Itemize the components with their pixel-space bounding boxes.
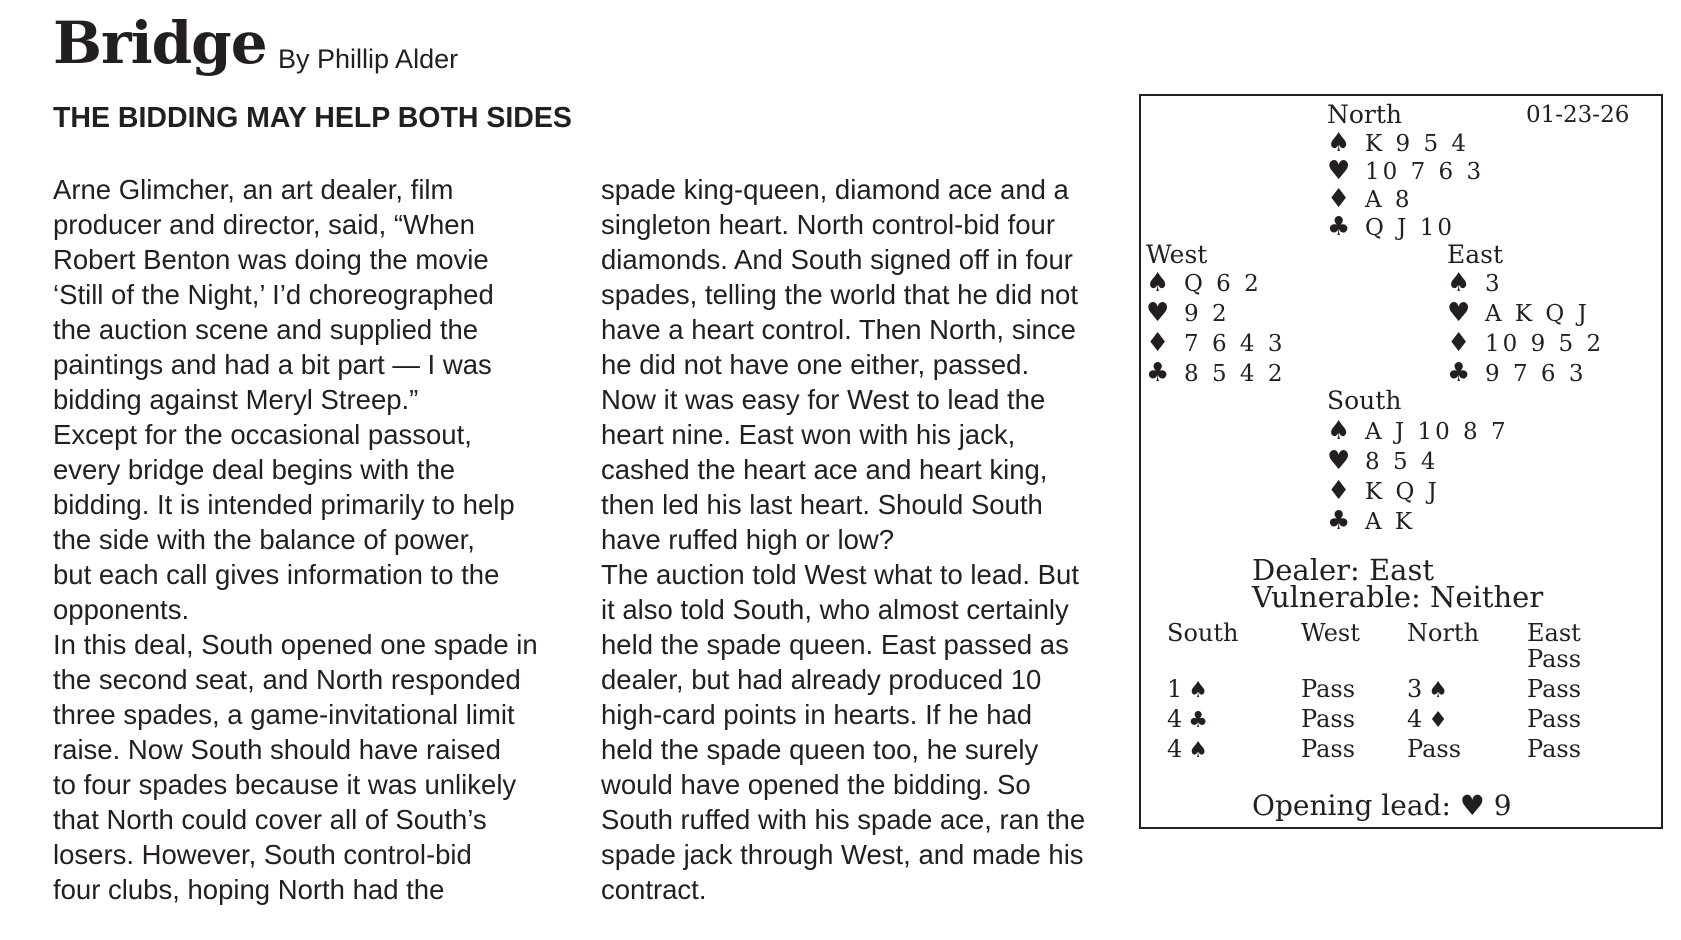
- article-line: four clubs, hoping North had the: [53, 874, 445, 905]
- auction-bid: Pass: [1527, 675, 1582, 703]
- article-line: high-card points in hearts. If he had: [601, 699, 1033, 730]
- spade-icon: ♠: [1188, 738, 1209, 763]
- north-hearts: ♥ 10 7 6 3: [1327, 156, 1485, 186]
- east-spades: ♠ 3: [1447, 268, 1503, 298]
- south-spades: ♠ A J 10 8 7: [1327, 416, 1509, 446]
- auction-bid: 1 ♠: [1167, 675, 1209, 703]
- west-diamonds: ♦ 7 6 4 3: [1146, 328, 1286, 358]
- spade-icon: ♠: [1146, 268, 1170, 298]
- auction-bid: Pass: [1407, 735, 1462, 763]
- vulnerability-info: Vulnerable: Neither: [1252, 580, 1544, 614]
- article-line: Now it was easy for West to lead the: [601, 384, 1046, 415]
- article-line: he did not have one either, passed.: [601, 349, 1030, 380]
- bridge-deal-diagram: [1139, 94, 1663, 829]
- article-line: opponents.: [53, 594, 190, 625]
- article-line: every bridge deal begins with the: [53, 454, 456, 485]
- south-hearts: ♥ 8 5 4: [1327, 446, 1439, 476]
- auction-bid: Pass: [1301, 705, 1356, 733]
- heart-icon: ♥: [1146, 298, 1170, 328]
- article-line: have a heart control. Then North, since: [601, 314, 1076, 345]
- puzzle-date: 01-23-26: [1526, 102, 1630, 128]
- article-line: the side with the balance of power,: [53, 524, 475, 555]
- auction-bid: Pass: [1527, 735, 1582, 763]
- club-icon: ♣: [1146, 358, 1170, 388]
- auction-header-west: West: [1301, 619, 1360, 647]
- article-line: then led his last heart. Should South: [601, 489, 1043, 520]
- article-line: to four spades because it was unlikely: [53, 769, 517, 800]
- article-line: singleton heart. North control-bid four: [601, 209, 1055, 240]
- article-line: In this deal, South opened one spade in: [53, 629, 538, 660]
- article-line: that North could cover all of South’s: [53, 804, 487, 835]
- article-line: dealer, but had already produced 10: [601, 664, 1042, 695]
- auction-bid: 4 ♣: [1167, 705, 1209, 733]
- auction-bid: 3 ♠: [1407, 675, 1449, 703]
- east-diamonds: ♦ 10 9 5 2: [1447, 328, 1605, 358]
- auction-bid: Pass: [1527, 705, 1582, 733]
- west-clubs: ♣ 8 5 4 2: [1146, 358, 1286, 388]
- article-line: Arne Glimcher, an art dealer, film: [53, 174, 454, 205]
- article-line: raise. Now South should have raised: [53, 734, 501, 765]
- article-line: it also told South, who almost certainly: [601, 594, 1069, 625]
- article-line: The auction told West what to lead. But: [601, 559, 1079, 590]
- article-line: the auction scene and supplied the: [53, 314, 479, 345]
- club-icon: ♣: [1327, 212, 1351, 242]
- byline: By Phillip Alder: [278, 44, 459, 74]
- article-line: Robert Benton was doing the movie: [53, 244, 489, 275]
- north-diamonds: ♦ A 8: [1327, 184, 1413, 214]
- club-icon: ♣: [1327, 506, 1351, 536]
- article-line: have ruffed high or low?: [601, 524, 895, 555]
- diamond-icon: ♦: [1447, 328, 1471, 358]
- article-line: producer and director, said, “When: [53, 209, 475, 240]
- diamond-icon: ♦: [1327, 184, 1351, 214]
- article-line: bidding. It is intended primarily to help: [53, 489, 515, 520]
- article-line: the second seat, and North responded: [53, 664, 521, 695]
- article-line: held the spade queen. East passed as: [601, 629, 1069, 660]
- heart-icon: ♥: [1327, 446, 1351, 476]
- heart-icon: ♥: [1447, 298, 1471, 328]
- dealer-info: Dealer: East: [1252, 553, 1434, 587]
- spade-icon: ♠: [1327, 128, 1351, 158]
- south-label: South: [1327, 386, 1402, 415]
- auction-header-south: South: [1167, 619, 1239, 647]
- west-spades: ♠ Q 6 2: [1146, 268, 1262, 298]
- article-column-right: [601, 172, 1131, 907]
- article-line: spade jack through West, and made his: [601, 839, 1084, 870]
- auction-bid: 4 ♠: [1167, 735, 1209, 763]
- article-line: held the spade queen too, he surely: [601, 734, 1039, 765]
- headline: THE BIDDING MAY HELP BOTH SIDES: [53, 102, 572, 134]
- south-clubs: ♣ A K: [1327, 506, 1416, 536]
- south-diamonds: ♦ K Q J: [1327, 476, 1440, 506]
- west-hearts: ♥ 9 2: [1146, 298, 1230, 328]
- article-column-left: [53, 172, 573, 907]
- diamond-icon: ♦: [1146, 328, 1170, 358]
- spade-icon: ♠: [1428, 678, 1449, 703]
- west-label: West: [1146, 240, 1208, 269]
- article-line: losers. However, South control-bid: [53, 839, 472, 870]
- article-line: heart nine. East won with his jack,: [601, 419, 1016, 450]
- club-icon: ♣: [1188, 708, 1209, 733]
- diamond-icon: ♦: [1327, 476, 1351, 506]
- heart-icon: ♥: [1459, 789, 1485, 822]
- auction-bid: 4 ♦: [1407, 705, 1449, 733]
- auction-bid: Pass: [1301, 735, 1356, 763]
- article-line: bidding against Meryl Streep.”: [53, 384, 419, 415]
- article-line: ‘Still of the Night,’ I’d choreographed: [53, 279, 494, 310]
- north-clubs: ♣ Q J 10: [1327, 212, 1455, 242]
- east-hearts: ♥ A K Q J: [1447, 298, 1590, 328]
- north-label: North: [1327, 100, 1403, 129]
- article-line: three spades, a game-invitational limit: [53, 699, 515, 730]
- auction-header-north: North: [1407, 619, 1480, 647]
- heart-icon: ♥: [1327, 156, 1351, 186]
- east-label: East: [1447, 240, 1504, 269]
- article-line: paintings and had a bit part — I was: [53, 349, 492, 380]
- article-line: Except for the occasional passout,: [53, 419, 472, 450]
- opening-lead: Opening lead: ♥ 9: [1252, 789, 1512, 822]
- spade-icon: ♠: [1447, 268, 1471, 298]
- column-title: Bridge: [53, 9, 267, 77]
- article-line: contract.: [601, 874, 707, 905]
- club-icon: ♣: [1447, 358, 1471, 388]
- article-line: but each call gives information to the: [53, 559, 500, 590]
- article-line: spades, telling the world that he did not: [601, 279, 1078, 310]
- article-line: South ruffed with his spade ace, ran the: [601, 804, 1086, 835]
- auction-bid: Pass: [1527, 645, 1582, 673]
- auction-header-east: East: [1527, 619, 1581, 647]
- article-line: spade king-queen, diamond ace and a: [601, 174, 1069, 205]
- article-line: diamonds. And South signed off in four: [601, 244, 1073, 275]
- article-line: cashed the heart ace and heart king,: [601, 454, 1048, 485]
- north-spades: ♠ K 9 5 4: [1327, 128, 1470, 158]
- auction-bid: Pass: [1301, 675, 1356, 703]
- diamond-icon: ♦: [1428, 708, 1449, 733]
- spade-icon: ♠: [1327, 416, 1351, 446]
- article-line: would have opened the bidding. So: [601, 769, 1031, 800]
- east-clubs: ♣ 9 7 6 3: [1447, 358, 1587, 388]
- spade-icon: ♠: [1188, 678, 1209, 703]
